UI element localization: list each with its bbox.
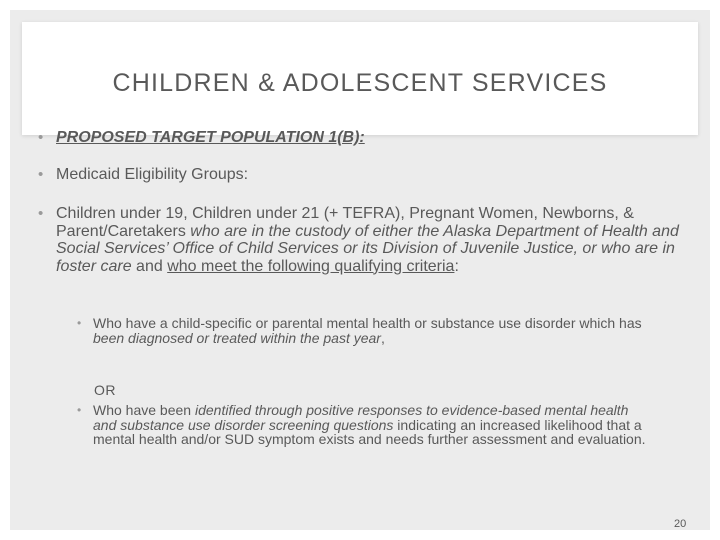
slide-title: CHILDREN & ADOLESCENT SERVICES: [112, 69, 608, 97]
bullet-text-part: and: [131, 257, 168, 275]
sub-bullet-diagnosed: [77, 315, 653, 346]
sub-bullet-screening: [77, 402, 653, 447]
or-separator: OR: [94, 382, 116, 398]
sub-bullet-text-part: Who have a child-specific or parental mental health or substance use disorder which has: [93, 315, 642, 331]
title-box: [22, 22, 698, 135]
sub-bullet-text-part: ,: [380, 329, 385, 346]
bullet-text-part: Children under 19, Children under 21 (+ TEFRA), Pregnant Women, Newborns, & Parent/Caretakers: [56, 205, 634, 240]
bullet-text-italic: who are in the custody of either the Alaska Department of Health and Social Services’ Office of Child Services or its Division of Juvenile Justice, or who are in foster care: [56, 222, 679, 275]
bullet-target-population: [38, 129, 686, 147]
bullet-text-part: :: [454, 257, 459, 275]
bullet-medicaid-groups: [38, 166, 686, 184]
bullet-text: PROPOSED TARGET POPULATION 1(B):: [56, 129, 365, 146]
sub-bullet-text-italic: been diagnosed or treated within the past year: [93, 329, 381, 346]
page-number: 20: [674, 518, 687, 530]
sub-bullet-dot-icon: •: [77, 316, 82, 330]
slide: [10, 10, 710, 530]
bullet-dot-icon: •: [38, 205, 44, 222]
sub-bullet-text-part: indicating an increased likelihood that a mental health and/or SUD symptom exists and needs further assessment and evaluation.: [93, 416, 646, 447]
bullet-dot-icon: •: [38, 129, 44, 146]
bullet-eligibility-description: [38, 205, 686, 275]
bullet-dot-icon: •: [38, 166, 44, 183]
sub-bullet-text-part: Who have been: [93, 402, 195, 418]
bullet-text: Medicaid Eligibility Groups:: [56, 166, 249, 183]
sub-bullet-dot-icon: •: [77, 403, 82, 417]
sub-bullet-text-italic: identified through positive responses to evidence-based mental health and substance use disorder screening questions: [93, 402, 629, 433]
bullet-text-underlined: who meet the following qualifying criteria: [167, 257, 455, 275]
